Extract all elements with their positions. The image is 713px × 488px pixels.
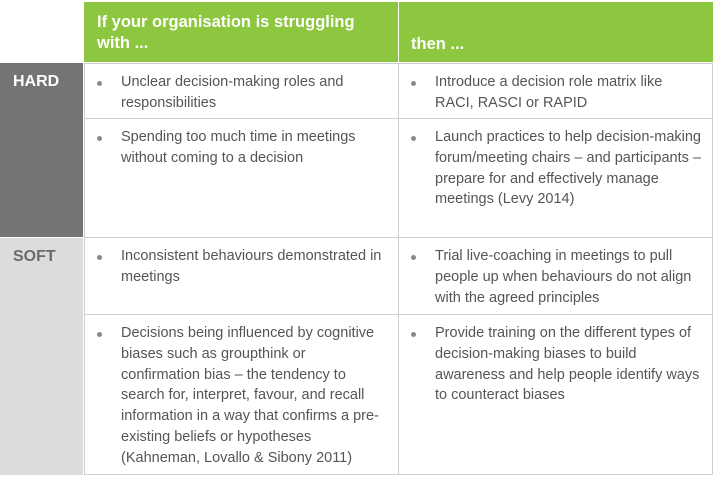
problem-cell-1: [84, 63, 399, 119]
bullet-icon: [97, 255, 102, 260]
solution-cell-3: [398, 237, 713, 315]
list-item: [409, 127, 702, 210]
group-label-soft: SOFT: [0, 238, 83, 475]
group-label-hard: HARD: [0, 63, 83, 237]
list-item: [95, 72, 388, 114]
header-solution: then ...: [399, 2, 713, 62]
problem-text: Inconsistent behaviours demonstrated in meetings: [121, 248, 382, 285]
solution-text: Introduce a decision role matrix like RACI, RASCI or RAPID: [435, 74, 663, 111]
problem-cell-3: [84, 237, 399, 315]
problem-cell-2: [84, 118, 399, 238]
solution-text: Launch practices to help decision-making forum/meeting chairs – and participants – prepare for and effectively manage meetings (Levy 2014): [435, 129, 701, 208]
bullet-icon: [97, 81, 102, 86]
list-item: [409, 246, 702, 308]
problem-cell-4: [84, 314, 399, 475]
problem-text: Decisions being influenced by cognitive biases such as groupthink or confirmation bias – the tendency to search for, interpret, favour, and recall information in a way that confirms a pre-existing beliefs or hypotheses (Kahneman, Lovallo & Sibony 2011): [121, 325, 379, 466]
problem-text: Unclear decision-making roles and responsibilities: [121, 74, 344, 111]
solution-cell-2: [398, 118, 713, 238]
solution-cell-1: [398, 63, 713, 119]
list-item: [95, 127, 388, 169]
header-problem: If your organisation is struggling with ...: [84, 2, 398, 62]
list-item: [409, 72, 702, 114]
list-item: [95, 323, 388, 469]
bullet-icon: [97, 136, 102, 141]
list-item: [95, 246, 388, 288]
solution-text: Trial live-coaching in meetings to pull people up when behaviours do not align with the agreed principles: [435, 248, 692, 306]
list-item: [409, 323, 702, 406]
bullet-icon: [97, 332, 102, 337]
problem-text: Spending too much time in meetings without coming to a decision: [121, 129, 356, 166]
bullet-icon: [411, 81, 416, 86]
bullet-icon: [411, 136, 416, 141]
solution-text: Provide training on the different types of decision-making biases to build awareness and help people identify ways to counteract biases: [435, 325, 700, 404]
bullet-icon: [411, 332, 416, 337]
bullet-icon: [411, 255, 416, 260]
solution-cell-4: [398, 314, 713, 475]
